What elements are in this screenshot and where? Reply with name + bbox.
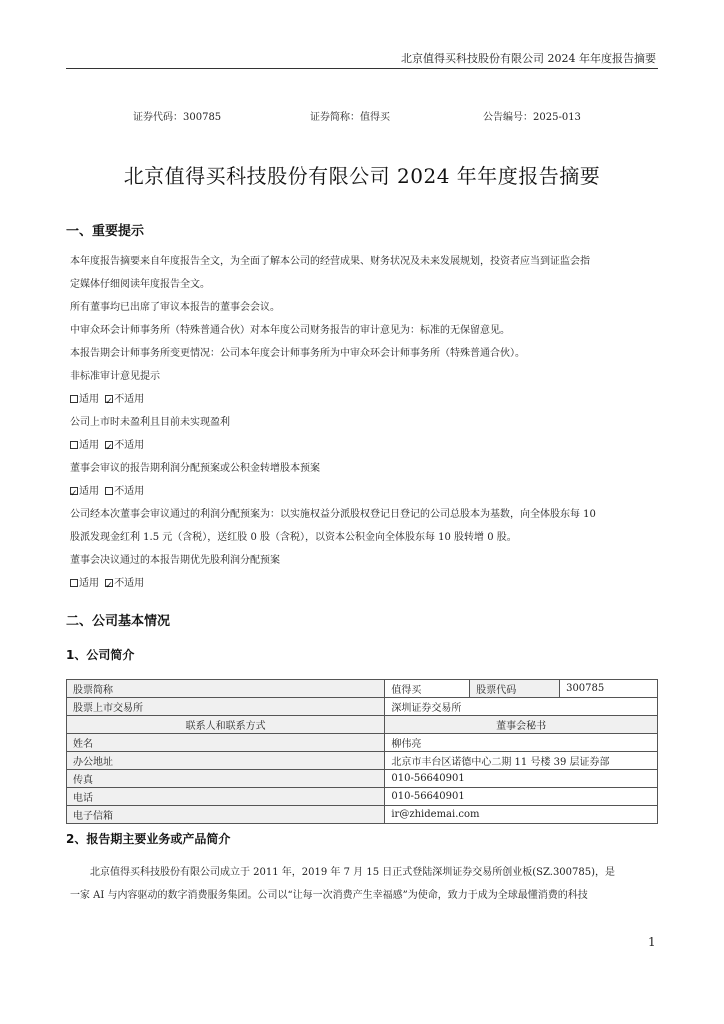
option-row-audit: 适用 ✓ 不适用 (70, 388, 660, 411)
stock-short-name: 证券简称：值得买 (310, 112, 390, 123)
checkbox-applicable-icon (70, 579, 78, 587)
business-intro-paragraph (70, 861, 660, 907)
table-row (67, 806, 658, 824)
table-row (67, 734, 658, 752)
page-number: 1 (648, 935, 656, 949)
table-value-cell: ir@zhidemai.com (385, 806, 658, 824)
table-label-cell: 传真 (67, 770, 385, 788)
notice-line: 董事会审议的报告期利润分配预案或公积金转增股本预案 (70, 463, 320, 474)
table-value-cell: 010-56640901 (385, 770, 658, 788)
notice-line: 董事会决议通过的本报告期优先股利润分配预案 (70, 555, 280, 566)
table-row (67, 698, 658, 716)
company-profile-heading: 1、公司简介 (66, 648, 135, 662)
body-line: 北京值得买科技股份有限公司成立于 2011 年，2019 年 7 月 15 日正式登陆深圳证券交易所创业板(SZ.300785)，是 (90, 867, 616, 878)
option-row-dividend: ✓适用 不适用 (70, 480, 660, 503)
notice-line: 本年度报告摘要来自年度报告全文，为全面了解本公司的经营成果、财务状况及未来发展规划，投资者应当到证监会指 (70, 256, 590, 267)
table-value-cell: 北京市丰台区诺德中心二期 11 号楼 39 层证券部 (385, 752, 658, 770)
checkbox-applicable-icon (70, 395, 78, 403)
business-intro-heading: 2、报告期主要业务或产品简介 (66, 832, 231, 846)
header-rule (66, 68, 658, 69)
checkbox-applicable-icon (70, 441, 78, 449)
checkbox-checked-icon (105, 579, 113, 587)
table-label-cell: 股票上市交易所 (67, 698, 385, 716)
table-value-cell: 300785 (560, 680, 658, 698)
table-row (67, 788, 658, 806)
table-row (67, 770, 658, 788)
table-label-cell: 姓名 (67, 734, 385, 752)
table-row (67, 752, 658, 770)
important-notice (70, 250, 660, 595)
stock-code: 证券代码：300785 (133, 112, 222, 123)
section2-heading: 二、公司基本情况 (66, 614, 171, 629)
notice-line: 所有董事均已出席了审议本报告的董事会会议。 (70, 302, 280, 313)
checkbox-checked-icon (105, 441, 113, 449)
table-row (67, 680, 658, 698)
table-label-cell: 股票代码 (470, 680, 560, 698)
table-header-cell: 董事会秘书 (385, 716, 658, 734)
dividend-line: 股派发现金红利 1.5 元（含税），送红股 0 股（含税），以资本公积金向全体股东每 10 股转增 0 股。 (70, 532, 517, 543)
checkbox-checked-icon (105, 395, 113, 403)
body-line: 一家 AI 与内容驱动的数字消费服务集团。公司以“让每一次消费产生幸福感”为使命，致力于成为全球最懂消费的科技 (70, 890, 588, 901)
notice-line: 中审众环会计师事务所（特殊普通合伙）对本年度公司财务报告的审计意见为：标准的无保留意见。 (70, 325, 510, 336)
dividend-line: 公司经本次董事会审议通过的利润分配预案为：以实施权益分派股权登记日登记的公司总股本为基数，向全体股东每 10 (70, 509, 596, 520)
notice-line: 定媒体仔细阅读年度报告全文。 (70, 279, 210, 290)
notice-number: 公告编号：2025-013 (483, 112, 581, 123)
option-row-profit: 适用 ✓ 不适用 (70, 434, 660, 457)
notice-line: 本报告期会计师事务所变更情况：公司本年度会计师事务所为中审众环会计师事务所（特殊普通合伙）。 (70, 348, 525, 359)
running-header: 北京值得买科技股份有限公司 2024 年年度报告摘要 (401, 52, 656, 65)
company-info-table (66, 679, 658, 824)
table-value-cell: 柳伟亮 (385, 734, 658, 752)
table-label-cell: 股票简称 (67, 680, 385, 698)
table-value-cell: 010-56640901 (385, 788, 658, 806)
checkbox-checked-icon (70, 487, 78, 495)
table-value-cell: 深圳证券交易所 (385, 698, 658, 716)
notice-line: 公司上市时未盈利且目前未实现盈利 (70, 417, 230, 428)
checkbox-not-applicable-icon (105, 487, 113, 495)
notice-line: 非标准审计意见提示 (70, 371, 160, 382)
table-label-cell: 电话 (67, 788, 385, 806)
table-row (67, 716, 658, 734)
section1-heading: 一、重要提示 (66, 224, 145, 239)
option-row-preferred: 适用 ✓ 不适用 (70, 572, 660, 595)
table-header-cell: 联系人和联系方式 (67, 716, 385, 734)
document-title: 北京值得买科技股份有限公司 2024 年年度报告摘要 (123, 164, 601, 188)
table-value-cell: 值得买 (385, 680, 470, 698)
table-label-cell: 电子信箱 (67, 806, 385, 824)
table-label-cell: 办公地址 (67, 752, 385, 770)
